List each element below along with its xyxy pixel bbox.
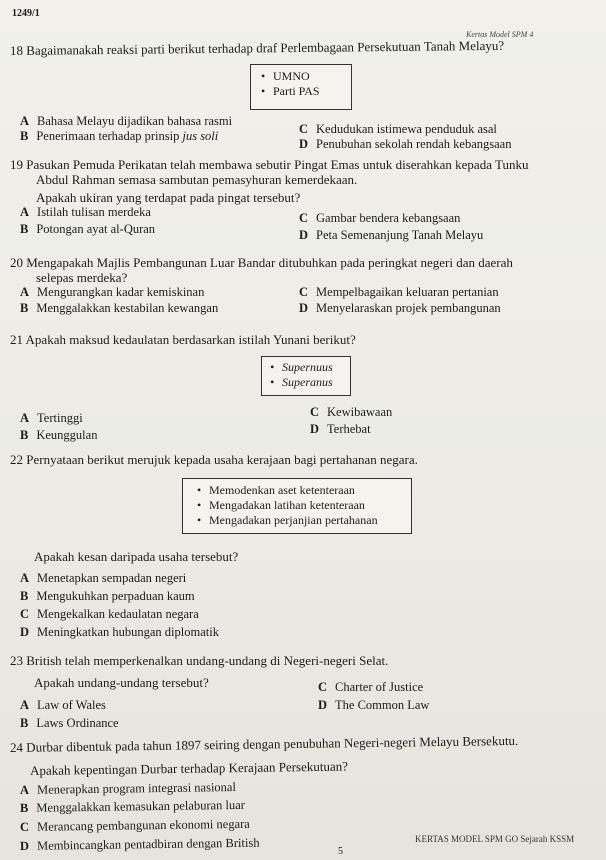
question-21-stem: 21 Apakah maksud kedaulatan berdasarkan istilah Yunani berikut?: [10, 332, 356, 347]
option-text: Kewibawaan: [327, 405, 393, 419]
question-23-ask: Apakah undang-undang tersebut?: [34, 675, 209, 690]
question-22-stem: 22 Pernyataan berikut merujuk kepada usaha kerajaan bagi pertahanan negara.: [10, 452, 418, 467]
option-text-italic: jus soli: [182, 129, 219, 143]
question-20-stem-line2: selepas merdeka?: [36, 270, 128, 285]
option-text: Bahasa Melayu dijadikan bahasa rasmi: [37, 114, 233, 128]
question-18-stem: 18 Bagaimanakah reaksi parti berikut terhadap draf Perlembagaan Persekutuan Tanah Melayu?: [9, 37, 505, 58]
option-text: Mengurangkan kadar kemiskinan: [37, 285, 205, 299]
option-text: Mempelbagaikan keluaran pertanian: [316, 285, 499, 299]
option-text: Mengukuhkan perpaduan kaum: [36, 589, 195, 603]
option-text: Potongan ayat al-Quran: [36, 222, 156, 236]
footer-brand: KERTAS MODEL SPM GO Sejarah KSSM: [415, 834, 575, 844]
q20-option-c: C Mempelbagaikan keluaran pertanian: [299, 285, 499, 299]
q19-option-d: D Peta Semenanjung Tanah Melayu: [299, 228, 484, 242]
option-text: Meningkatkan hubungan diplomatik: [37, 625, 219, 639]
q21-option-c: C Kewibawaan: [310, 405, 393, 419]
page-number: 5: [338, 846, 343, 857]
q24-option-c: C Merancang pembangunan ekonomi negara: [19, 816, 250, 834]
q22-option-d: D Meningkatkan hubungan diplomatik: [20, 625, 219, 639]
option-text: Istilah tulisan merdeka: [37, 205, 151, 219]
option-text: Menggalakkan kemasukan pelaburan luar: [36, 797, 246, 815]
option-text: Mengekalkan kedaulatan negara: [37, 607, 199, 621]
option-text: The Common Law: [335, 698, 430, 712]
q18-option-a: A Bahasa Melayu dijadikan bahasa rasmi: [20, 114, 233, 128]
option-text: Kedudukan istimewa penduduk asal: [316, 122, 497, 136]
option-text: Tertinggi: [37, 411, 83, 425]
option-text: Gambar bendera kebangsaan: [316, 211, 461, 225]
q23-option-b: B Laws Ordinance: [20, 716, 119, 730]
option-text: Law of Wales: [37, 698, 106, 712]
box-item: • Mengadakan perjanjian pertahanan: [197, 513, 397, 528]
paper-code: 1249/1: [12, 8, 40, 19]
q19-option-a: A Istilah tulisan merdeka: [20, 205, 151, 219]
option-text: Keunggulan: [36, 428, 98, 442]
question-19-stem-line2: Abdul Rahman semasa sambutan pemasyhuran kemerdekaan.: [36, 172, 358, 187]
question-21-box: [261, 356, 351, 396]
paper-title: Kertas Model SPM 4: [466, 30, 534, 39]
question-18-box: [250, 64, 352, 110]
question-22-box: [182, 478, 412, 534]
q20-option-b: B Menggalakkan kestabilan kewangan: [20, 301, 219, 315]
box-item: • Memodenkan aset ketenteraan: [197, 483, 397, 498]
option-text: Membincangkan pentadbiran dengan British: [36, 835, 260, 853]
question-24-stem: 24 Durbar dibentuk pada tahun 1897 seiring dengan penubuhan Negeri-negeri Melayu Bersekutu.: [9, 732, 519, 755]
q21-option-b: B Keunggulan: [20, 428, 98, 442]
q20-option-d: D Menyelaraskan projek pembangunan: [299, 301, 501, 315]
question-22-ask: Apakah kesan daripada usaha tersebut?: [34, 549, 239, 564]
q22-option-c: C Mengekalkan kedaulatan negara: [20, 607, 199, 621]
q24-option-a: A Menerapkan program integrasi nasional: [19, 779, 236, 797]
q21-option-d: D Terhebat: [310, 422, 371, 436]
q22-option-a: A Menetapkan sempadan negeri: [20, 571, 187, 585]
option-text: Merancang pembangunan ekonomi negara: [36, 816, 250, 834]
option-text: Menyelaraskan projek pembangunan: [316, 301, 501, 315]
option-text: Charter of Justice: [335, 680, 424, 694]
q19-option-c: C Gambar bendera kebangsaan: [299, 211, 461, 225]
option-text: Menetapkan sempadan negeri: [37, 571, 187, 585]
option-text: Penubuhan sekolah rendah kebangsaan: [316, 137, 512, 151]
option-text: Penerimaan terhadap prinsip: [36, 129, 183, 143]
box-item: • Superanus: [270, 375, 342, 390]
q19-option-b: B Potongan ayat al-Quran: [20, 222, 156, 236]
q24-option-d: D Membincangkan pentadbiran dengan British: [19, 835, 260, 853]
box-item: • Parti PAS: [261, 84, 341, 99]
question-20-stem-line1: 20 Mengapakah Majlis Pembangunan Luar Bandar ditubuhkan pada peringkat negeri dan daerah: [10, 255, 513, 270]
q21-option-a: A Tertinggi: [20, 411, 83, 425]
q22-option-b: B Mengukuhkan perpaduan kaum: [20, 589, 195, 603]
q18-option-b: B Penerimaan terhadap prinsip jus soli: [20, 129, 219, 143]
box-item: • Supernuus: [270, 360, 342, 375]
q23-option-d: D The Common Law: [318, 698, 430, 712]
box-item: • Mengadakan latihan ketenteraan: [197, 498, 397, 513]
option-text: Laws Ordinance: [36, 716, 119, 730]
q20-option-a: A Mengurangkan kadar kemiskinan: [20, 285, 205, 299]
option-text: Peta Semenanjung Tanah Melayu: [316, 228, 484, 242]
q18-option-c: C Kedudukan istimewa penduduk asal: [299, 122, 497, 136]
option-text: Terhebat: [327, 422, 371, 436]
option-text: Menggalakkan kestabilan kewangan: [36, 301, 219, 315]
question-23-stem: 23 British telah memperkenalkan undang-undang di Negeri-negeri Selat.: [10, 653, 389, 668]
q23-option-c: C Charter of Justice: [318, 680, 424, 694]
box-item: • UMNO: [261, 69, 341, 84]
q24-option-b: B Menggalakkan kemasukan pelaburan luar: [19, 797, 246, 815]
option-text: Menerapkan program integrasi nasional: [36, 779, 236, 797]
question-24-ask: Apakah kepentingan Durbar terhadap Kerajaan Persekutuan?: [29, 758, 349, 778]
question-19-stem-line1: 19 Pasukan Pemuda Perikatan telah membawa sebutir Pingat Emas untuk diserahkan kepada Tunku: [10, 157, 529, 172]
q23-option-a: A Law of Wales: [20, 698, 106, 712]
question-19-ask: Apakah ukiran yang terdapat pada pingat tersebut?: [36, 190, 301, 205]
q18-option-d: D Penubuhan sekolah rendah kebangsaan: [299, 137, 512, 151]
